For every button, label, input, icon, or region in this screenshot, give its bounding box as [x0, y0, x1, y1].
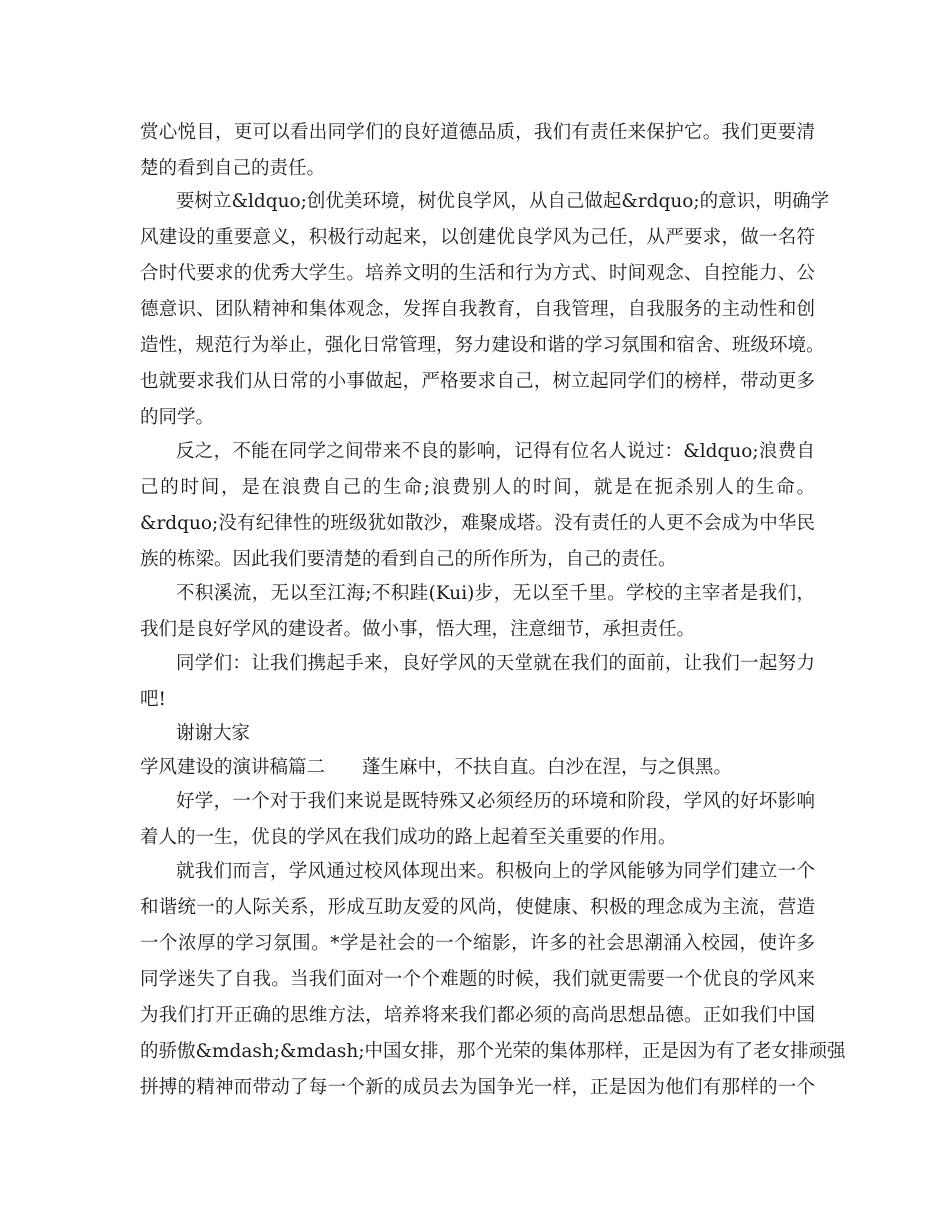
text-line: 吧! [140, 689, 166, 710]
text-line: 族的栋梁。因此我们要清楚的看到自己的所作所为，自己的责任。 [140, 549, 677, 570]
text-line: 赏心悦目，更可以看出同学们的良好道德品质，我们有责任来保护它。我们更要清 [140, 122, 815, 143]
text-line: 着人的一生，优良的学风在我们成功的路上起着至关重要的作用。 [140, 827, 677, 848]
text-line: 楚的看到自己的责任。 [140, 158, 326, 179]
text-line: 同学迷失了自我。当我们面对一个个难题的时候，我们就更需要一个优良的学风来 [140, 969, 815, 990]
text-line: 为我们打开正确的思维方法，培养将来我们都必须的高尚思想品德。正如我们中国 [140, 1005, 815, 1026]
section-heading: 学风建设的演讲稿篇二 蓬生麻中，不扶自直。白沙在涅，与之俱黑。 [140, 757, 733, 778]
text-line: 己的时间，是在浪费自己的生命;浪费别人的时间，就是在扼杀别人的生命。 [140, 477, 815, 498]
text-line: 的骄傲&mdash;&mdash;中国女排，那个光荣的集体那样，正是因为有了老女排顽强 [140, 1041, 846, 1062]
text-line: 我们是良好学风的建设者。做小事，悟大理，注意细节，承担责任。 [140, 619, 696, 640]
text-line: 要树立&ldquo;创优美环境，树优良学风，从自己做起&rdquo;的意识，明确学 [176, 191, 830, 212]
text-line: 的同学。 [140, 407, 215, 428]
text-line: 合时代要求的优秀大学生。培养文明的生活和行为方式、时间观念、自控能力、公 [140, 263, 815, 284]
text-line: &rdquo;没有纪律性的班级犹如散沙，难聚成塔。没有责任的人更不会成为中华民 [140, 513, 815, 534]
text-line: 造性，规范行为举止，强化日常管理，努力建设和谐的学习氛围和宿舍、班级环境。 [140, 335, 825, 356]
text-line: 不积溪流，无以至江海;不积跬(Kui)步，无以至千里。学校的主宰者是我们， [176, 583, 815, 604]
text-line: 就我们而言，学风通过校风体现出来。积极向上的学风能够为同学们建立一个 [176, 861, 815, 882]
text-line: 好学，一个对于我们来说是既特殊又必须经历的环境和阶段，学风的好坏影响 [176, 791, 815, 812]
text-line: 德意识、团队精神和集体观念，发挥自我教育，自我管理，自我服务的主动性和创 [140, 299, 815, 320]
text-line: 风建设的重要意义，积极行动起来，以创建优良学风为己任，从严要求，做一名符 [140, 227, 815, 248]
text-line: 也就要求我们从日常的小事做起，严格要求自己，树立起同学们的榜样，带动更多 [140, 371, 815, 392]
text-line: 谢谢大家 [176, 723, 251, 744]
text-line: 拼搏的精神而带动了每一个新的成员去为国争光一样，正是因为他们有那样的一个 [140, 1077, 815, 1098]
text-line: 同学们：让我们携起手来，良好学风的天堂就在我们的面前，让我们一起努力 [176, 653, 815, 674]
text-line: 和谐统一的人际关系，形成互助友爱的风尚，使健康、积极的理念成为主流，营造 [140, 897, 815, 918]
text-line: 反之，不能在同学之间带来不良的影响，记得有位名人说过：&ldquo;浪费自 [176, 441, 815, 462]
text-line: 一个浓厚的学习氛围。*学是社会的一个缩影，许多的社会思潮涌入校园，使许多 [140, 933, 815, 954]
